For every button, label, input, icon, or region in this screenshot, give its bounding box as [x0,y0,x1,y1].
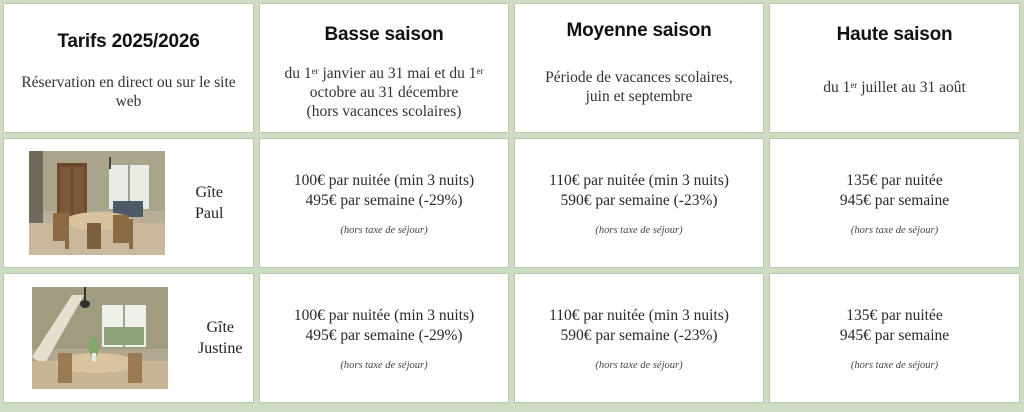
justine-mid-price [514,273,764,403]
low-season-title: Basse saison [324,24,444,45]
table-title: Tarifs 2025/2026 [57,31,200,52]
justine-low-week: 495€ par semaine (-29%) [305,326,463,344]
low-season-dates: du 1er janvier au 31 mai et du 1er octobre au 31 décembre (hors vacances scolaires) [284,65,484,120]
justine-low-night: 100€ par nuitée (min 3 nuits) [293,306,475,324]
paul-high-night: 135€ par nuitée [846,171,943,189]
mid-season-dates: Période de vacances scolaires, juin et septembre [545,69,733,105]
tariff-table [3,3,1021,409]
gite-paul-name: Gîte Paul [195,184,224,222]
header-mid-season [514,3,764,133]
booking-note: Réservation en direct ou sur le site web [21,74,236,110]
header-corner-cell [3,3,254,133]
gite-paul-cell [3,138,254,268]
paul-low-tax-note: (hors taxe de séjour) [340,224,428,236]
mid-season-title: Moyenne saison [566,20,712,41]
justine-low-tax-note: (hors taxe de séjour) [340,359,428,371]
high-season-title: Haute saison [836,24,953,45]
paul-low-week: 495€ par semaine (-29%) [305,191,463,209]
gite-justine-name: Gîte Justine [198,319,243,357]
justine-mid-week: 590€ par semaine (-23%) [560,326,718,344]
justine-high-night: 135€ par nuitée [846,306,943,324]
paul-mid-night: 110€ par nuitée (min 3 nuits) [549,171,729,189]
justine-high-price [769,273,1020,403]
gite-justine-photo [32,287,168,389]
header-low-season [259,3,509,133]
paul-mid-price [514,138,764,268]
justine-high-week: 945€ par semaine [839,326,950,344]
gite-justine-cell [3,273,254,403]
header-high-season [769,3,1020,133]
justine-mid-tax-note: (hors taxe de séjour) [595,359,683,371]
paul-mid-week: 590€ par semaine (-23%) [560,191,718,209]
paul-mid-tax-note: (hors taxe de séjour) [595,224,683,236]
justine-low-price [259,273,509,403]
justine-mid-night: 110€ par nuitée (min 3 nuits) [549,306,729,324]
paul-high-week: 945€ par semaine [839,191,950,209]
gite-paul-photo [29,151,165,255]
paul-high-price [769,138,1020,268]
paul-low-night: 100€ par nuitée (min 3 nuits) [293,171,475,189]
paul-high-tax-note: (hors taxe de séjour) [850,224,939,236]
justine-high-tax-note: (hors taxe de séjour) [850,359,939,371]
high-season-dates: du 1er juillet au 31 août [823,79,966,96]
paul-low-price [259,138,509,268]
